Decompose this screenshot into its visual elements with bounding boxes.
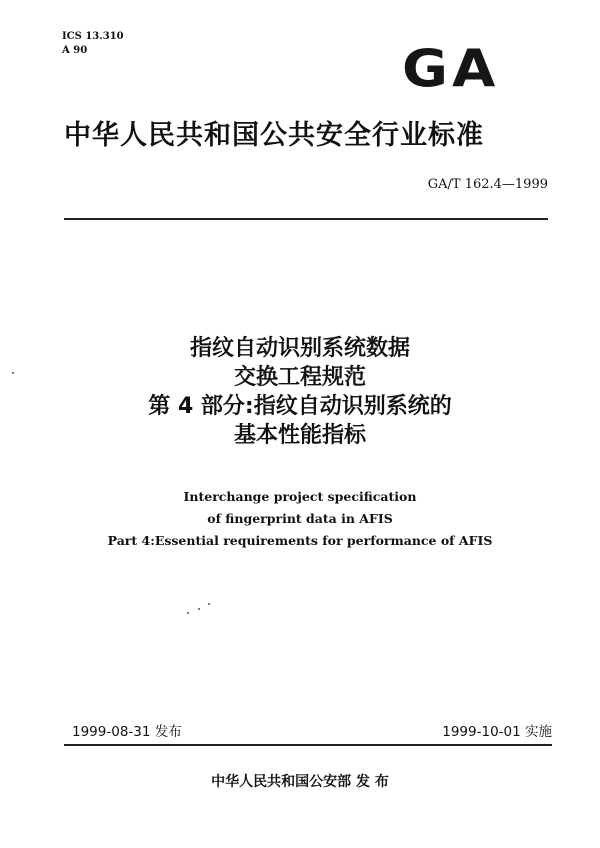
- header-divider: [64, 218, 548, 220]
- standard-number: GA/T 162.4—1999: [427, 177, 548, 192]
- title-en-line: of fingerprint data in AFIS: [207, 511, 393, 526]
- scan-speck: [208, 603, 210, 605]
- title-chinese: [60, 334, 540, 450]
- title-en-line: Part 4:Essential requirements for performance of AFIS: [107, 533, 493, 548]
- title-cn-line: 基本性能指标: [233, 423, 366, 448]
- issue-date: 1999-08-31 发布: [72, 724, 182, 740]
- dates-row: [64, 722, 552, 742]
- scan-speck: [187, 612, 189, 614]
- classification-codes: [62, 30, 124, 58]
- footer-divider: [64, 744, 552, 746]
- scan-speck: [198, 608, 200, 610]
- title-english: [60, 486, 540, 552]
- title-cn-line: 指纹自动识别系统数据: [189, 336, 410, 361]
- ccs-code: A 90: [62, 45, 88, 56]
- effective-date: 1999-10-01 实施: [442, 724, 552, 740]
- scan-speck: [12, 372, 14, 374]
- title-cn-line: 交换工程规范: [233, 365, 366, 390]
- authority-title: 中华人民共和国公共安全行业标准: [64, 120, 484, 151]
- publisher: 中华人民共和国公安部 发 布: [211, 774, 389, 790]
- ics-code: ICS 13.310: [62, 31, 124, 42]
- title-cn-line: 第 4 部分:指纹自动识别系统的: [148, 394, 452, 419]
- title-en-line: Interchange project specification: [183, 489, 417, 504]
- ga-logo: GA: [402, 39, 500, 100]
